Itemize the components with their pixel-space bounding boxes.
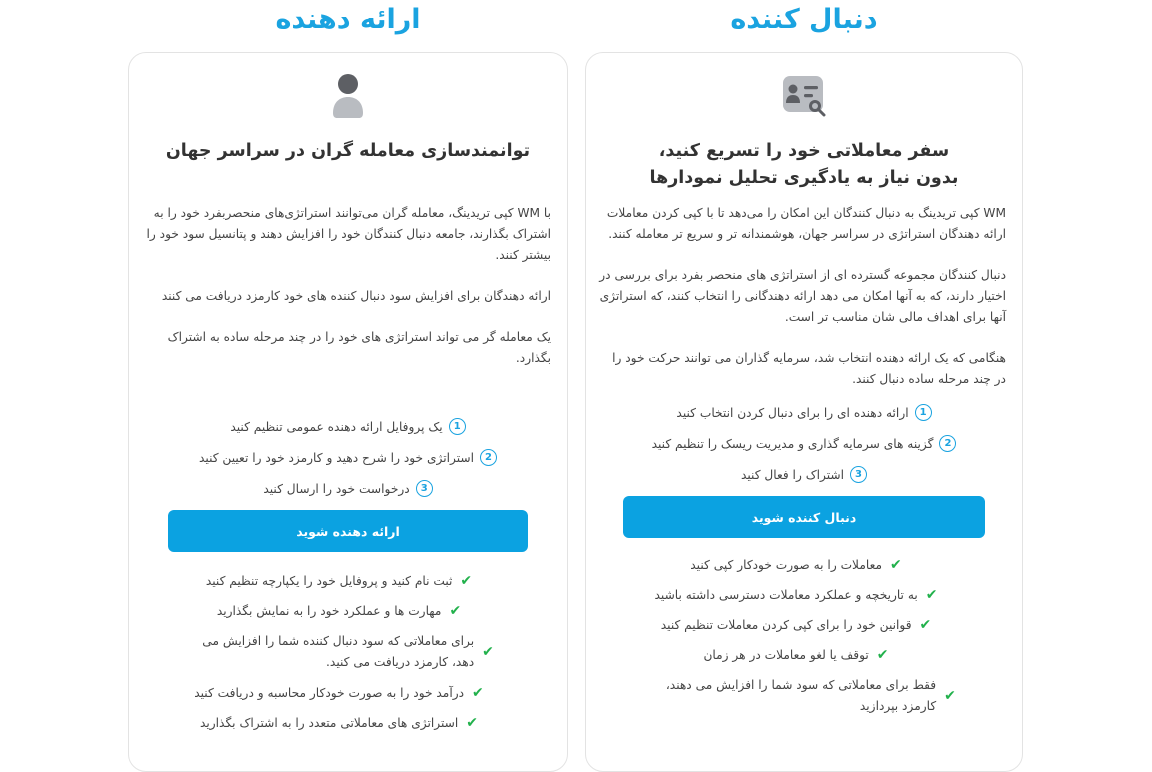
checkmark-icon: ✔ <box>482 643 494 660</box>
step-number-badge: 1 <box>915 404 932 421</box>
follower-strategies-text: دنبال کنندگان مجموعه گسترده ای از استراتژی های منحصر بفرد برای بررسی در اختیار دارند، که به آنها امکان می دهد ارائه دهندگانی را انتخاب کنند، که استراتژی آنها برای اهداف مالی شان مناسب تر است. <box>599 268 1006 324</box>
step-text: یک پروفایل ارائه دهنده عمومی تنظیم کنید <box>230 419 443 434</box>
provider-step-1 <box>129 411 567 442</box>
provider-intro-text: با WM کپی تریدینگ، معامله گران می‌توانند استراتژی‌های منحصربفرد خود را به اشتراک بگذارند، جامعه دنبال کنندگان خود را افزایش دهند و پتانسیل سود خود را بیشتر کنند. <box>146 206 551 262</box>
follower-card <box>585 52 1023 772</box>
checkmark-icon: ✔ <box>876 646 889 663</box>
provider-benefits <box>169 566 509 738</box>
follower-intro-text: WM کپی تریدینگ به دنبال کنندگان این امکان را می‌دهد تا با کپی کردن معاملات ارائه دهندگان استراتژی در سراسر جهان، هوشمندانه تر و سریع تر معامله کنند. <box>606 206 1006 241</box>
provider-benefit-item: ✔ استراتژی های معاملاتی متعدد را به اشتراک بگذارید <box>169 708 509 738</box>
checkmark-icon: ✔ <box>919 616 932 633</box>
follower-benefit-item: ✔ فقط برای معاملاتی که سود شما را افزایش می دهند، کارمزد بپردازید <box>665 678 956 713</box>
step-text: استراتژی خود را شرح دهید و کارمزد خود را تعیین کنید <box>199 450 474 465</box>
follower-benefits <box>626 550 966 722</box>
become-follower-button[interactable]: دنبال کننده شوید <box>623 496 985 538</box>
follower-step-1 <box>586 397 1022 428</box>
provider-share-text: یک معامله گر می تواند استراتژی های خود را در چند مرحله ساده به اشتراک بگذارد. <box>167 330 551 365</box>
step-number-badge: 2 <box>939 435 956 452</box>
follower-select-text: هنگامی که یک ارائه دهنده انتخاب شد، سرمایه گذاران می توانند حرکت خود را در چند مرحله ساده دنبال کنند. <box>612 351 1006 386</box>
step-text: ارائه دهنده ای را برای دنبال کردن انتخاب کنید <box>676 405 909 420</box>
follower-steps <box>586 397 1022 490</box>
checkmark-icon: ✔ <box>889 556 902 573</box>
checkmark-icon: ✔ <box>944 687 956 704</box>
follower-benefit-item: ✔ قوانین خود را برای کپی کردن معاملات تنظیم کنید <box>626 610 966 640</box>
follower-heading-line-2: بدون نیاز به یادگیری تحلیل نمودارها <box>649 168 959 188</box>
provider-benefit-item: ✔ مهارت ها و عملکرد خود را به نمایش بگذارید <box>169 596 509 626</box>
provider-step-2 <box>129 442 567 473</box>
checkmark-icon: ✔ <box>460 572 473 589</box>
checkmark-icon: ✔ <box>466 714 479 731</box>
provider-step-3 <box>129 473 567 504</box>
provider-heading: توانمندسازی معامله گران در سراسر جهان <box>165 141 531 161</box>
follower-benefit-item: ✔ توقف یا لغو معاملات در هر زمان <box>626 640 966 670</box>
provider-benefit-item: ✔ درآمد خود را به صورت خودکار محاسبه و دریافت کنید <box>169 678 509 708</box>
provider-card <box>128 52 568 772</box>
follower-heading-line-1: سفر معاملاتی خود را تسریع کنید، <box>658 141 950 161</box>
step-number-badge: 2 <box>480 449 497 466</box>
checkmark-icon: ✔ <box>449 602 462 619</box>
follower-step-2 <box>586 428 1022 459</box>
provider-column-title: ارائه دهنده <box>275 4 421 35</box>
step-text: اشتراک را فعال کنید <box>740 467 845 482</box>
follower-step-3 <box>586 459 1022 490</box>
provider-steps <box>129 411 567 504</box>
user-icon <box>129 73 567 123</box>
become-provider-button[interactable]: ارائه دهنده شوید <box>168 510 528 552</box>
id-card-search-icon <box>586 75 1022 121</box>
provider-benefit-item: ✔ ثبت نام کنید و پروفایل خود را یکپارچه تنظیم کنید <box>169 566 509 596</box>
provider-benefit-item: ✔ برای معاملاتی که سود دنبال کننده شما را افزایش می دهد، کارمزد دریافت می کنید. <box>202 634 494 669</box>
checkmark-icon: ✔ <box>925 586 938 603</box>
step-number-badge: 3 <box>416 480 433 497</box>
follower-heading <box>586 138 1022 192</box>
step-number-badge: 1 <box>449 418 466 435</box>
follower-benefit-item: ✔ به تاریخچه و عملکرد معاملات دسترسی داشته باشید <box>626 580 966 610</box>
follower-benefit-item: ✔ معاملات را به صورت خودکار کپی کنید <box>626 550 966 580</box>
step-text: گزینه های سرمایه گذاری و مدیریت ریسک را تنظیم کنید <box>651 436 934 451</box>
step-text: درخواست خود را ارسال کنید <box>263 481 410 496</box>
step-number-badge: 3 <box>850 466 867 483</box>
provider-fee-text: ارائه دهندگان برای افزایش سود دنبال کننده های خود کارمزد دریافت می کنند <box>161 289 551 303</box>
follower-column-title: دنبال کننده <box>730 4 878 35</box>
checkmark-icon: ✔ <box>472 684 484 701</box>
